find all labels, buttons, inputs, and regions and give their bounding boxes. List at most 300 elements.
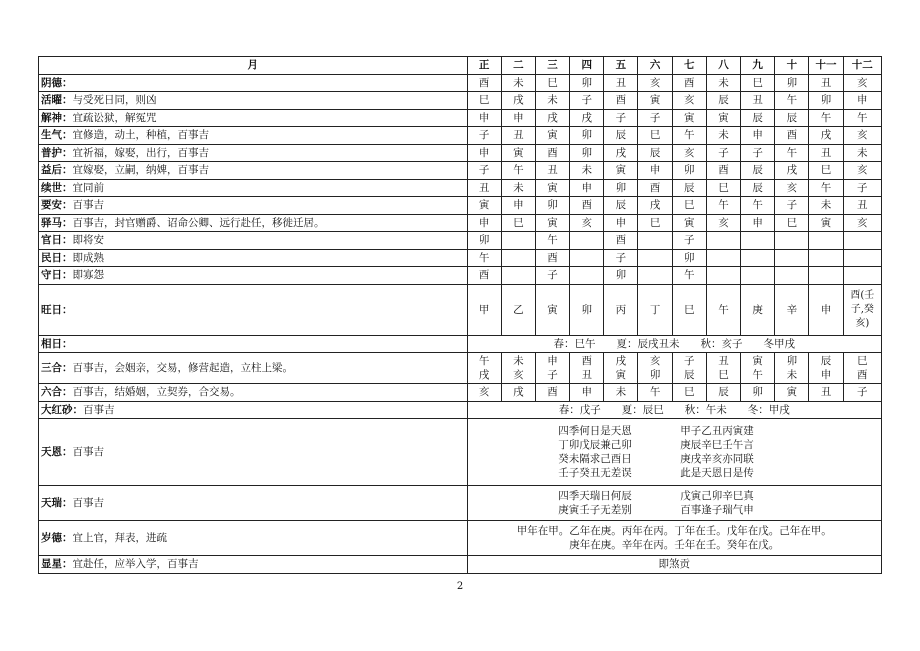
month-cell [843, 267, 881, 285]
row-note: 宜上官，拜表，进疏 [72, 532, 167, 544]
month-cell: 子 [741, 144, 775, 162]
month-cell: 午 [672, 267, 706, 285]
month-cell: 亥 [843, 127, 881, 145]
row-name: 续世： [41, 181, 73, 194]
sanhe-cell [570, 353, 604, 384]
month-cell: 丑 [535, 162, 569, 180]
season-text: 春：巳午 夏：辰戌丑未 秋：亥子 冬甲戌 [467, 335, 881, 353]
sanhe-cell [741, 353, 775, 384]
sanhe-top: 丑 [718, 355, 729, 367]
month-cell: 丑 [604, 74, 638, 92]
month-cell [809, 267, 843, 285]
almanac-row [39, 232, 882, 250]
tianen-verse [470, 424, 879, 480]
sanhe-top: 寅 [752, 355, 763, 367]
sanhe-bottom: 亥 [513, 369, 524, 381]
almanac-table [38, 56, 882, 574]
row-label [39, 556, 468, 574]
sanhe-top: 戌 [615, 355, 627, 367]
sanhe-bottom: 子 [547, 369, 558, 381]
verse-line: 庚寅壬子无差别 [558, 504, 632, 516]
verse-line: 甲子乙丑丙寅建 [680, 425, 754, 437]
wangri-row [39, 284, 882, 335]
month-cell: 申 [467, 214, 501, 232]
month-cell: 寅 [535, 179, 569, 197]
month-cell: 寅 [706, 109, 740, 127]
month-cell: 未 [706, 74, 740, 92]
month-cell: 寅 [672, 214, 706, 232]
row-note: 即将安 [72, 234, 104, 247]
row-label [39, 486, 468, 521]
row-name: 岁德： [41, 532, 73, 544]
sanhe-top: 子 [684, 355, 695, 367]
verse-cell [467, 486, 881, 521]
month-cell: 卯 [672, 249, 706, 267]
month-cell: 申 [741, 214, 775, 232]
row-name: 益后： [41, 164, 73, 177]
header-month: 六 [638, 57, 672, 75]
liuhe-row [39, 384, 882, 402]
month-cell [706, 232, 740, 250]
month-cell: 戌 [570, 109, 604, 127]
sanhe-bottom: 酉 [857, 369, 868, 381]
month-cell: 申 [570, 384, 604, 402]
row-label [39, 109, 468, 127]
month-cell: 申 [501, 197, 535, 215]
month-cell: 戌 [775, 162, 809, 180]
month-cell: 亥 [843, 214, 881, 232]
month-cell: 午 [467, 249, 501, 267]
month-cell [741, 232, 775, 250]
month-cell: 申 [604, 214, 638, 232]
sanhe-bottom: 申 [820, 369, 832, 381]
row-note: 即寡怨 [72, 269, 104, 282]
month-cell: 子 [843, 179, 881, 197]
verse-line: 四季天瑞日何辰 [558, 490, 632, 502]
sanhe-bottom: 巳 [718, 369, 729, 381]
month-cell [570, 249, 604, 267]
row-note: 百事吉 [72, 199, 104, 212]
header-month: 二 [501, 57, 535, 75]
row-label [39, 232, 468, 250]
row-label [39, 179, 468, 197]
sanhe-top: 辰 [820, 355, 832, 367]
row-label [39, 521, 468, 556]
row-name: 相日： [41, 337, 73, 350]
month-cell: 辰 [706, 384, 740, 402]
sanhe-top: 卯 [786, 355, 798, 367]
month-cell: 未 [570, 162, 604, 180]
month-cell: 子 [535, 267, 569, 285]
month-cell: 申 [638, 162, 672, 180]
month-cell: 午 [843, 109, 881, 127]
month-cell: 丑 [741, 92, 775, 110]
month-cell: 酉 [706, 162, 740, 180]
month-cell: 戌 [501, 384, 535, 402]
month-cell: 卯 [604, 267, 638, 285]
month-cell: 寅 [535, 127, 569, 145]
month-cell: 午 [775, 144, 809, 162]
month-cell: 寅 [638, 92, 672, 110]
month-cell [843, 232, 881, 250]
month-cell [775, 249, 809, 267]
verse-line: 丁卯戊辰兼己卯 [558, 439, 632, 451]
sanhe-bottom: 辰 [684, 369, 695, 381]
month-cell: 乙 [501, 284, 535, 335]
month-cell: 巳 [741, 74, 775, 92]
month-cell: 巳 [501, 214, 535, 232]
month-cell: 辰 [706, 92, 740, 110]
sanhe-cell [843, 353, 881, 384]
month-cell: 寅 [672, 109, 706, 127]
sanhe-cell [638, 353, 672, 384]
month-cell: 子 [672, 232, 706, 250]
month-cell [638, 232, 672, 250]
month-cell [638, 249, 672, 267]
month-cell: 午 [706, 284, 740, 335]
suide-line: 甲年在甲。乙年在庚。丙年在丙。丁年在壬。戊年在戊。己年在甲。 [516, 525, 832, 537]
month-cell: 庚 [741, 284, 775, 335]
month-cell: 酉 [467, 267, 501, 285]
month-cell: 辰 [741, 179, 775, 197]
month-cell: 午 [809, 109, 843, 127]
sanhe-bottom: 寅 [615, 369, 627, 381]
row-label [39, 162, 468, 180]
sanhe-cell [535, 353, 569, 384]
almanac-row [39, 162, 882, 180]
sanhe-top: 亥 [649, 355, 661, 367]
month-cell: 辛 [775, 284, 809, 335]
month-cell: 亥 [672, 92, 706, 110]
month-cell: 丁 [638, 284, 672, 335]
month-cell: 卯 [809, 92, 843, 110]
month-cell: 午 [741, 197, 775, 215]
month-cell: 申 [570, 179, 604, 197]
suide-lines [467, 521, 881, 556]
row-note: 百事吉 [83, 403, 115, 416]
month-cell: 辰 [672, 179, 706, 197]
month-cell: 卯 [570, 127, 604, 145]
row-name: 阴德： [41, 76, 73, 89]
month-cell: 巳 [672, 384, 706, 402]
row-label [39, 144, 468, 162]
row-name: 六合： [41, 386, 73, 399]
sanhe-cell [604, 353, 638, 384]
month-cell: 亥 [706, 214, 740, 232]
month-cell [570, 267, 604, 285]
sanhe-row [39, 353, 882, 384]
month-cell: 寅 [535, 214, 569, 232]
month-cell: 巳 [672, 284, 706, 335]
header-month: 十 [775, 57, 809, 75]
row-label [39, 92, 468, 110]
row-note: 与受死日同，则凶 [72, 94, 157, 107]
month-cell: 子 [775, 197, 809, 215]
row-note: 百事吉 [72, 446, 104, 458]
month-cell: 酉 [535, 249, 569, 267]
row-name: 驿马： [41, 216, 73, 229]
row-name: 官日： [41, 234, 73, 247]
month-cell: 丑 [501, 127, 535, 145]
tianen-row [39, 419, 882, 486]
month-cell: 酉 [672, 74, 706, 92]
sanhe-top: 申 [547, 355, 558, 367]
month-cell: 亥 [570, 214, 604, 232]
season-text: 春：戊子 夏：辰巳 秋：午未 冬：甲戌 [467, 401, 881, 419]
month-cell: 巳 [672, 197, 706, 215]
row-note: 百事吉，结婚姻，立契券，合交易。 [72, 386, 241, 399]
month-cell: 卯 [570, 284, 604, 335]
sanhe-bottom: 午 [752, 369, 763, 381]
month-cell: 巳 [638, 127, 672, 145]
month-cell: 午 [809, 179, 843, 197]
row-label [39, 267, 468, 285]
month-cell: 未 [706, 127, 740, 145]
month-cell: 辰 [638, 144, 672, 162]
row-note: 百事吉，封官赠爵、诏命公卿、远行赴任，移徙迁居。 [72, 216, 325, 229]
almanac-row [39, 179, 882, 197]
row-name: 解神： [41, 111, 73, 124]
almanac-row [39, 92, 882, 110]
month-cell [501, 249, 535, 267]
almanac-row [39, 144, 882, 162]
month-cell: 丑 [809, 384, 843, 402]
month-cell: 辰 [741, 162, 775, 180]
month-cell: 未 [501, 179, 535, 197]
month-cell: 辰 [604, 197, 638, 215]
xiangri-row [39, 335, 882, 353]
sanhe-top: 午 [478, 355, 490, 367]
row-name: 天恩： [41, 446, 73, 458]
month-cell: 未 [535, 92, 569, 110]
row-label [39, 419, 468, 486]
month-cell [706, 249, 740, 267]
month-cell: 午 [501, 162, 535, 180]
row-name: 守日： [41, 269, 73, 282]
row-name: 显星： [41, 558, 73, 571]
header-month: 五 [604, 57, 638, 75]
almanac-row [39, 249, 882, 267]
almanac-row [39, 74, 882, 92]
month-cell: 酉(壬子,癸亥) [843, 284, 881, 335]
month-cell: 午 [706, 197, 740, 215]
month-cell: 子 [570, 92, 604, 110]
month-cell: 戌 [501, 92, 535, 110]
month-cell: 子 [706, 144, 740, 162]
verse-line: 四季何日是天恩 [558, 425, 632, 437]
sanhe-cell [809, 353, 843, 384]
dahongsha-row [39, 401, 882, 419]
month-cell: 卯 [775, 74, 809, 92]
sanhe-top: 巳 [857, 355, 868, 367]
row-name: 活曜： [41, 94, 73, 107]
tianrui-row [39, 486, 882, 521]
month-cell: 卯 [467, 232, 501, 250]
month-cell: 寅 [604, 162, 638, 180]
verse-cell [467, 419, 881, 486]
header-month-label: 月 [39, 57, 468, 75]
almanac-row [39, 109, 882, 127]
almanac-row [39, 267, 882, 285]
month-cell: 酉 [535, 144, 569, 162]
month-cell: 酉 [535, 384, 569, 402]
month-cell: 丑 [809, 74, 843, 92]
header-month: 十一 [809, 57, 843, 75]
row-note: 宜祈福，嫁娶，出行，百事吉 [72, 146, 209, 159]
sanhe-top: 酉 [581, 355, 592, 367]
month-cell: 巳 [638, 214, 672, 232]
sanhe-bottom: 未 [786, 369, 798, 381]
month-cell: 子 [843, 384, 881, 402]
month-cell: 甲 [467, 284, 501, 335]
verse-line: 百事逢子瑞气申 [680, 504, 754, 516]
month-cell: 亥 [467, 384, 501, 402]
month-cell: 午 [535, 232, 569, 250]
row-name: 三合： [41, 362, 73, 374]
sanhe-bottom: 卯 [649, 369, 661, 381]
row-note: 宜嫁娶，立嗣，纳婢，百事吉 [72, 164, 209, 177]
row-label [39, 249, 468, 267]
month-cell: 子 [467, 162, 501, 180]
month-cell: 卯 [535, 197, 569, 215]
row-label [39, 197, 468, 215]
month-cell: 亥 [843, 162, 881, 180]
verse-line: 此是天恩日是传 [680, 467, 754, 479]
month-cell: 丙 [604, 284, 638, 335]
verse-line: 庚辰辛巳壬午言 [680, 439, 754, 451]
month-cell: 子 [604, 109, 638, 127]
month-cell: 寅 [775, 384, 809, 402]
month-cell: 酉 [638, 179, 672, 197]
month-cell: 丑 [809, 144, 843, 162]
header-row [39, 57, 882, 75]
header-month: 十二 [843, 57, 881, 75]
month-cell [809, 232, 843, 250]
xianxing-text: 即煞贡 [467, 556, 881, 574]
row-name: 要安： [41, 199, 73, 212]
month-cell [706, 267, 740, 285]
almanac-row [39, 214, 882, 232]
month-cell: 子 [467, 127, 501, 145]
month-cell [501, 267, 535, 285]
row-name: 大红砂： [41, 403, 83, 416]
sanhe-cell [775, 353, 809, 384]
month-cell: 辰 [775, 109, 809, 127]
month-cell: 酉 [775, 127, 809, 145]
suide-line: 庚年在庚。辛年在丙。壬年在壬。癸年在戊。 [569, 539, 780, 551]
sanhe-bottom: 戌 [478, 369, 490, 381]
row-label [39, 214, 468, 232]
row-label [39, 74, 468, 92]
month-cell: 戌 [535, 109, 569, 127]
page-number: 2 [456, 581, 464, 592]
verse-line: 戊寅己卯辛巳真 [680, 490, 754, 502]
month-cell: 卯 [672, 162, 706, 180]
month-cell: 申 [843, 92, 881, 110]
month-cell: 巳 [467, 92, 501, 110]
almanac-row [39, 127, 882, 145]
verse-line: 庚戌辛亥亦同联 [680, 453, 754, 465]
month-cell: 申 [501, 109, 535, 127]
row-name: 天瑞： [41, 497, 73, 509]
month-cell [775, 232, 809, 250]
row-note: 百事吉，会姻亲，交易，修营起造，立柱上梁。 [72, 362, 293, 374]
header-month: 八 [706, 57, 740, 75]
month-cell [638, 267, 672, 285]
row-note: 宜赴任，应举入学，百事吉 [72, 558, 199, 571]
month-cell: 寅 [535, 284, 569, 335]
almanac-row [39, 197, 882, 215]
month-cell: 巳 [809, 162, 843, 180]
header-month: 九 [741, 57, 775, 75]
row-label [39, 384, 468, 402]
xianxing-row [39, 556, 882, 574]
row-name: 民日： [41, 251, 73, 264]
sanhe-cell [467, 353, 501, 384]
month-cell [741, 267, 775, 285]
row-name: 生气： [41, 129, 73, 142]
month-cell [809, 249, 843, 267]
month-cell: 酉 [604, 232, 638, 250]
month-cell: 亥 [843, 74, 881, 92]
month-cell: 亥 [638, 74, 672, 92]
month-cell: 午 [775, 92, 809, 110]
month-cell: 申 [467, 144, 501, 162]
month-cell: 酉 [604, 92, 638, 110]
sanhe-cell [706, 353, 740, 384]
month-cell: 戌 [604, 144, 638, 162]
month-cell: 巳 [775, 214, 809, 232]
month-cell: 申 [741, 127, 775, 145]
month-cell: 巳 [535, 74, 569, 92]
month-cell [843, 249, 881, 267]
row-note: 宜疏讼狱，解冤咒 [72, 111, 157, 124]
month-cell: 亥 [775, 179, 809, 197]
sanhe-cell [501, 353, 535, 384]
row-name: 旺日： [41, 303, 73, 316]
row-label [39, 335, 468, 353]
month-cell: 子 [638, 109, 672, 127]
month-cell: 未 [843, 144, 881, 162]
month-cell: 卯 [570, 74, 604, 92]
row-note: 宜修造，动土，种植，百事吉 [72, 129, 209, 142]
month-cell: 卯 [570, 144, 604, 162]
header-month: 三 [535, 57, 569, 75]
month-cell: 子 [604, 249, 638, 267]
row-note: 宜同前 [72, 181, 104, 194]
month-cell: 寅 [809, 214, 843, 232]
month-cell: 酉 [467, 74, 501, 92]
month-cell [775, 267, 809, 285]
month-cell: 午 [638, 384, 672, 402]
month-cell: 午 [672, 127, 706, 145]
suide-row [39, 521, 882, 556]
month-cell: 寅 [501, 144, 535, 162]
header-month: 七 [672, 57, 706, 75]
month-cell: 卯 [741, 384, 775, 402]
month-cell: 辰 [741, 109, 775, 127]
month-cell: 戌 [809, 127, 843, 145]
month-cell: 辰 [604, 127, 638, 145]
month-cell: 戌 [638, 197, 672, 215]
month-cell: 丑 [843, 197, 881, 215]
month-cell [501, 232, 535, 250]
month-cell: 巳 [706, 179, 740, 197]
row-label [39, 353, 468, 384]
row-label [39, 127, 468, 145]
month-cell: 卯 [604, 179, 638, 197]
verse-line: 壬子癸丑无差误 [558, 467, 632, 479]
